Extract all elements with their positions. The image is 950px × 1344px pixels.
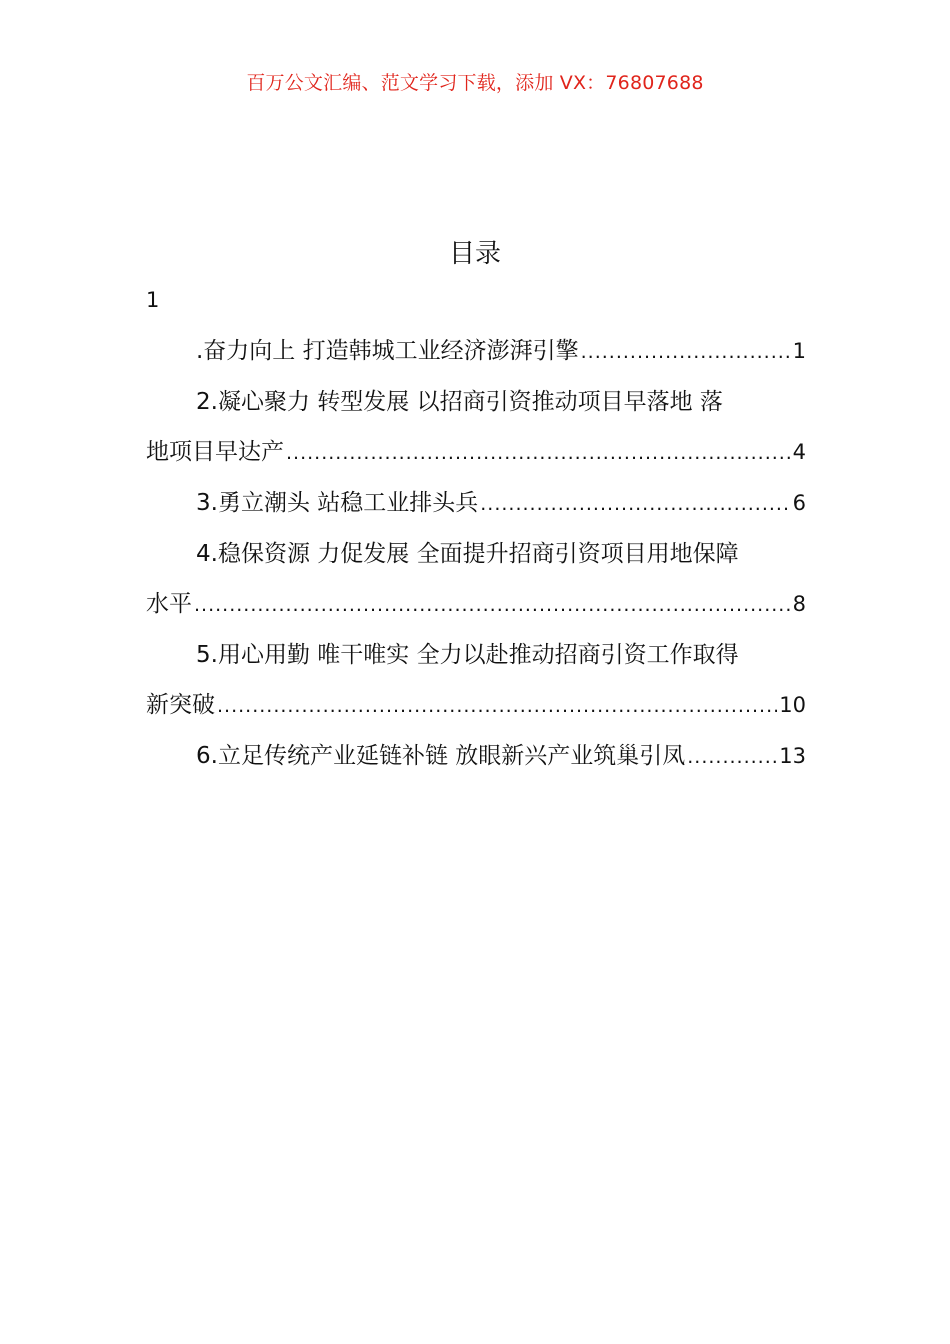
toc-entry-page: 8	[792, 592, 806, 616]
toc-entry-title: 2.凝心聚力 转型发展 以招商引资推动项目早落地 落	[196, 389, 723, 415]
toc-entry-2[interactable]	[146, 377, 806, 478]
toc-entry-page: 4	[792, 440, 806, 464]
toc-entry-1[interactable]	[146, 326, 806, 377]
header-watermark-note: 百万公文汇编、范文学习下载，添加 VX：76807688	[246, 72, 704, 94]
toc-entry-title-continued: 新突破	[146, 692, 215, 718]
toc-entry-page: 6	[792, 491, 806, 515]
toc-entry-title: 6.立足传统产业延链补链 放眼新兴产业筑巢引凤	[196, 743, 686, 769]
toc-number: 1	[146, 288, 160, 312]
toc-leader-dots	[286, 428, 791, 478]
toc-entry-title: 4.稳保资源 力促发展 全面提升招商引资项目用地保障	[196, 541, 739, 567]
toc-leader-dots	[217, 681, 777, 731]
toc-leader-dots	[581, 327, 791, 377]
toc-entry-title: 3.勇立潮头 站稳工业排头兵	[196, 490, 479, 516]
toc-entry-page: 10	[779, 693, 806, 717]
toc-entry-6[interactable]	[146, 731, 806, 782]
toc-entry-title-continued: 水平	[146, 591, 192, 617]
toc-entry-3[interactable]	[146, 478, 806, 529]
table-of-contents	[146, 326, 806, 782]
toc-title: 目录	[448, 239, 501, 269]
toc-leader-dots	[194, 580, 791, 630]
toc-entry-page: 1	[792, 339, 806, 363]
toc-entry-title: 5.用心用勤 唯干唯实 全力以赴推动招商引资工作取得	[196, 642, 739, 668]
toc-entry-5[interactable]	[146, 630, 806, 731]
toc-entry-page: 13	[779, 744, 806, 768]
toc-entry-title: .奋力向上 打造韩城工业经济澎湃引擎	[196, 338, 579, 364]
toc-entry-title-continued: 地项目早达产	[146, 439, 284, 465]
toc-leader-dots	[687, 732, 777, 782]
toc-leader-dots	[480, 479, 790, 529]
toc-entry-4[interactable]	[146, 529, 806, 630]
